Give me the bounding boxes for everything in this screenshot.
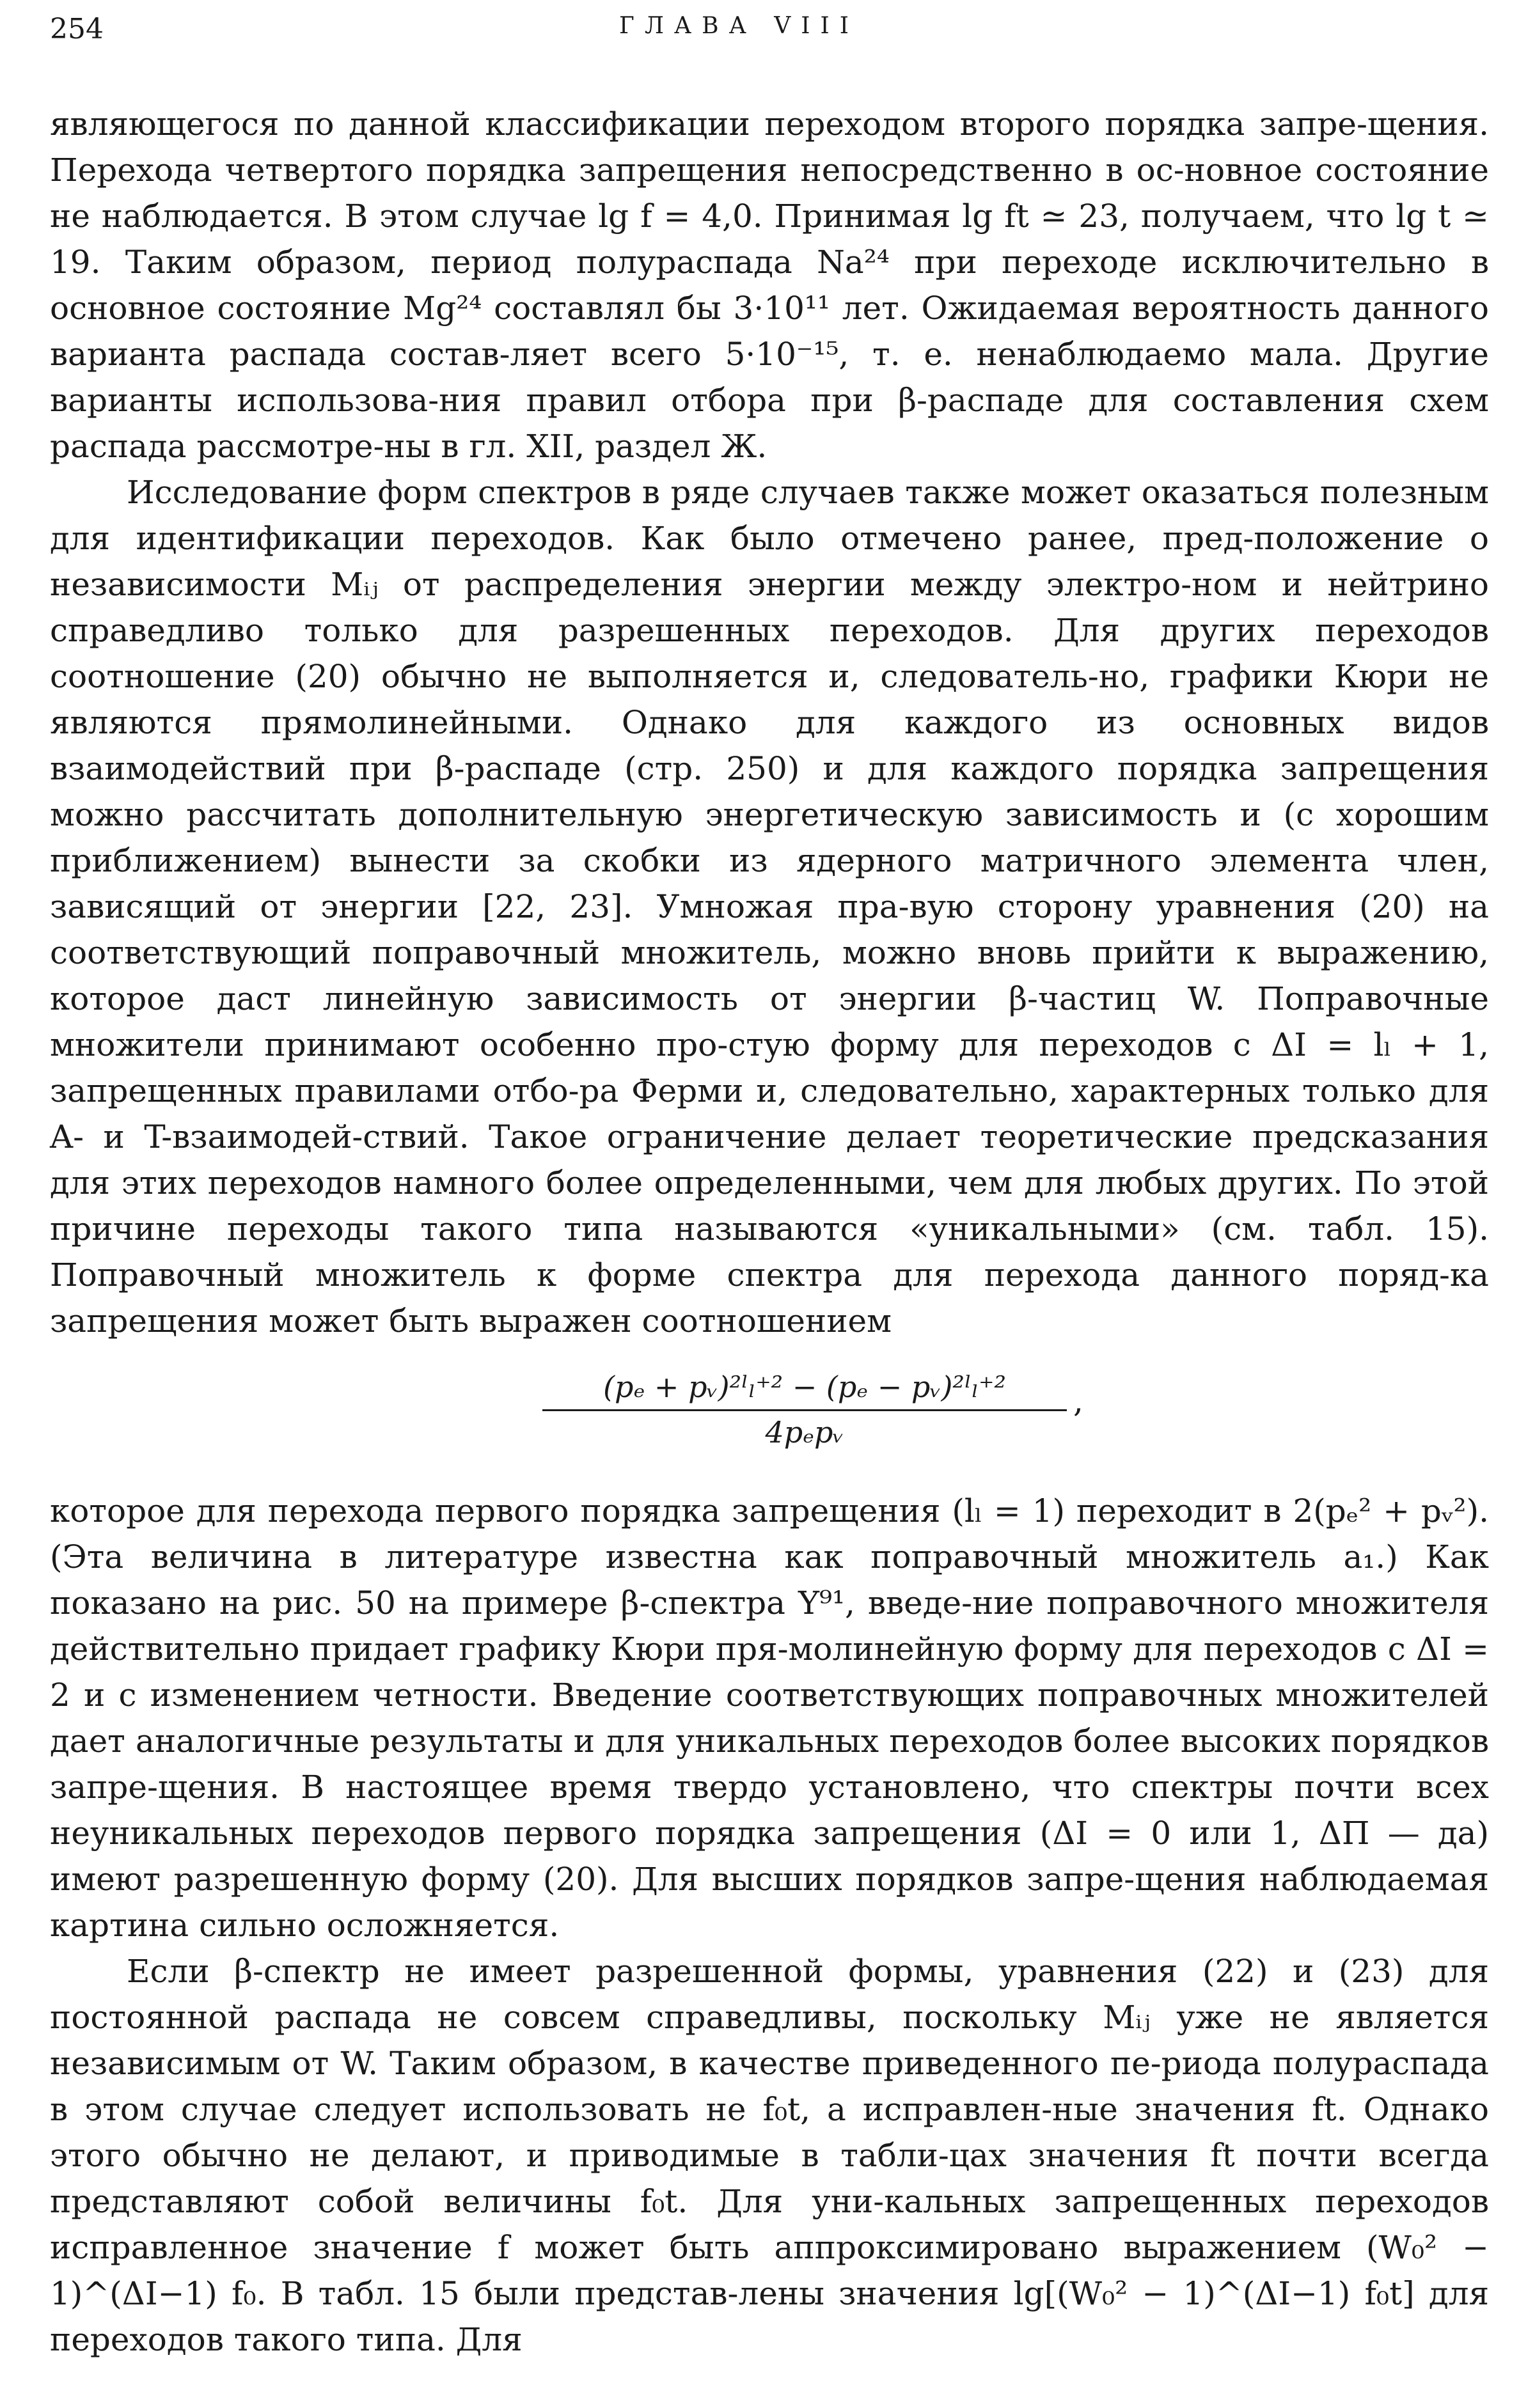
correction-factor-formula [50,1352,1489,1483]
book-page [50,13,1489,2398]
formula-denominator: 4pₑpᵥ [765,1415,844,1450]
formula-numerator: (pₑ + pᵥ)²ˡₗ⁺² − (pₑ − pᵥ)²ˡₗ⁺² [542,1370,1067,1411]
paragraph-1: являющегося по данной классификации переходом второго порядка запре-щения. Перехода четвертого порядка запрещения непосредственно в ос-новное состояние не наблюдается. В этом случае lg f = 4,0. Принимая lg ft ≃ 23, получаем, что lg t ≃ 19. Таким образом, период полураспада Na²⁴ при переходе исключительно в основное состояние Mg²⁴ составлял бы 3·10¹¹ лет. Ожидаемая вероятность данного варианта распада состав-ляет всего 5·10⁻¹⁵, т. е. ненаблюдаемо мала. Другие варианты использова-ния правил отбора при β-распаде для составления схем распада рассмотре-ны в гл. XII, раздел Ж. [50,106,1489,465]
paragraph-4: Если β-спектр не имеет разрешенной формы, уравнения (22) и (23) для постоянной распада не совсем справедливы, поскольку Mᵢⱼ уже не является независимым от W. Таким образом, в качестве приведенного пе-риода полураспада в этом случае следует использовать не f₀t, а исправлен-ные значения ft. Однако этого обычно не делают, и приводимые в табли-цах значения ft почти всегда представляют собой величины f₀t. Для уни-кальных запрещенных переходов исправленное значение f может быть аппроксимировано выражением (W₀² − 1)^(ΔI−1) f₀. В табл. 15 были представ-лены значения lg[(W₀² − 1)^(ΔI−1) f₀t] для переходов такого типа. Для [50,1953,1489,2358]
fraction [542,1370,1067,1450]
page-header [50,13,1489,64]
formula-comma: , [1073,1382,1083,1419]
paragraph-2: Исследование форм спектров в ряде случаев также может оказаться полезным для идентификации переходов. Как было отмечено ранее, пред-положение о независимости Mᵢⱼ от распределения энергии между электро-ном и нейтрино справедливо только для разрешенных переходов. Для других переходов соотношение (20) обычно не выполняется и, следователь-но, графики Кюри не являются прямолинейными. Однако для каждого из основных видов взаимодействий при β-распаде (стр. 250) и для каждого порядка запрещения можно рассчитать дополнительную энергетическую зависимость и (с хорошим приближением) вынести за скобки из ядерного матричного элемента член, зависящий от энергии [22, 23]. Умножая пра-вую сторону уравнения (20) на соответствующий поправочный множитель, можно вновь прийти к выражению, которое даст линейную зависимость от энергии β-частиц W. Поправочные множители принимают особенно про-стую форму для переходов с ΔI = lₗ + 1, запрещенных правилами отбо-ра Ферми и, следовательно, характерных только для A- и T-взаимодей-ствий. Такое ограничение делает теоретические предсказания для этих переходов намного более определенными, чем для любых других. По этой причине переходы такого типа называются «уникальными» (см. табл. 15). Поправочный множитель к форме спектра для перехода данного поряд-ка запрещения может быть выражен соотношением [50,474,1489,1340]
paragraph-3: которое для перехода первого порядка запрещения (lₗ = 1) переходит в 2(pₑ² + pᵥ²). (Эта величина в литературе известна как поправочный множитель a₁.) Как показано на рис. 50 на примере β-спектра Y⁹¹, введе-ние поправочного множителя действительно придает графику Кюри пря-молинейную форму для переходов с ΔI = 2 и с изменением четности. Введение соответствующих поправочных множителей дает аналогичные результаты и для уникальных переходов более высоких порядков запре-щения. В настоящее время твердо установлено, что спектры почти всех неуникальных переходов первого порядка запрещения (ΔI = 0 или 1, ΔП — да) имеют разрешенную форму (20). Для высших порядков запре-щения наблюдаемая картина сильно осложняется. [50,1492,1489,1944]
page-number: 254 [50,13,104,45]
chapter-running-head: ГЛАВА VIII [619,13,859,39]
